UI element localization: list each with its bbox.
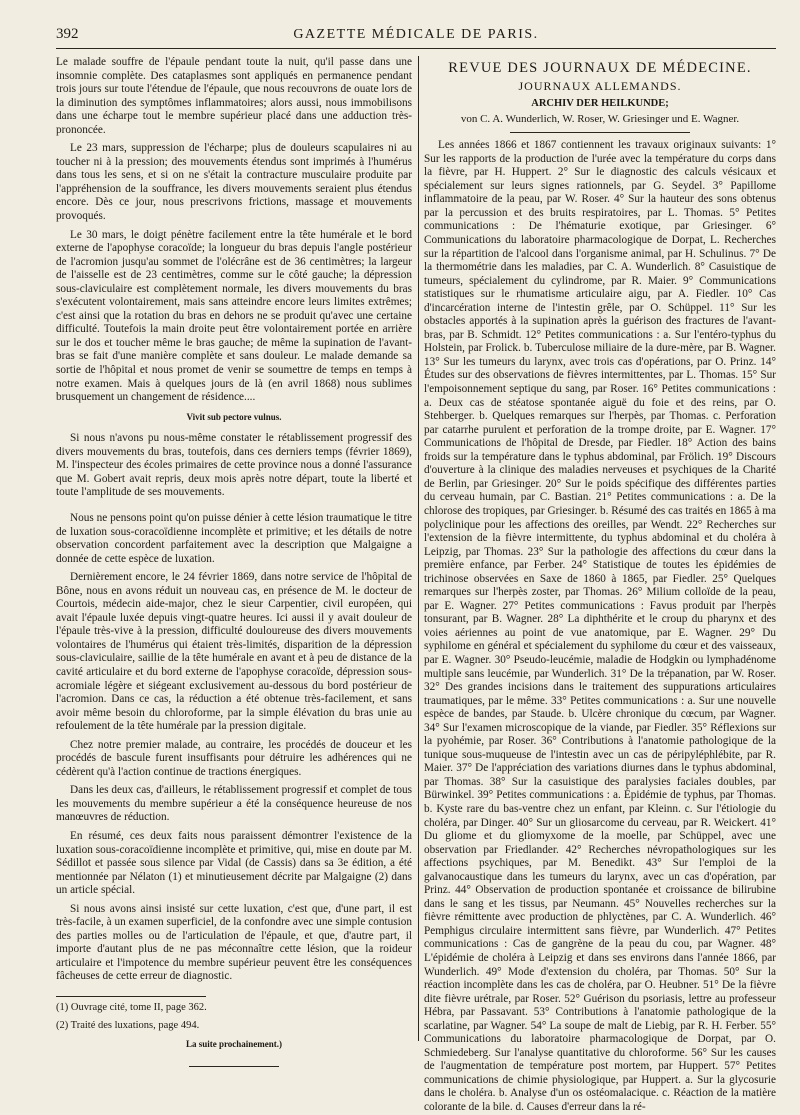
continued-note: La suite prochainement.) — [185, 1039, 283, 1049]
paragraph: Dernièrement encore, le 24 février 1869, dans notre service de l'hôpital de Bône, nous en avons réduit un nouveau cas, en présence de M. le docteur de Courtois, médecin aide-major, chez le sieur Carpentier, civil européen, qui avait l'épaule luxée depuis vingt-quatre heures. Ici aussi il y avait douleur de l'épaule très-vive à la pression, difficulté douloureuse des divers mouvements volontaires de l'humérus qui étaient très-limités, disparition de la dépression sous-claviculaire, saillie de la tête humérale en avant et à peu de distance de la cavité articulaire et du bord externe de l'apophyse coracoïde, dépression sous-acromiale légère et siégeant exclusivement au-dessous du bord postérieur de l'acromion. Dans ce cas, la réduction a été obtenue très-facilement, et sans avoir même besoin du chloroforme, par la simple élévation du bras unie au refoulement de la tête humérale par la pression digitale. — [56, 571, 412, 733]
left-column — [56, 56, 412, 1049]
section-subtitle: JOURNAUX ALLEMANDS. — [518, 78, 682, 93]
paragraph: Si nous avons ainsi insisté sur cette luxation, c'est que, d'une part, il est très-facile, à un examen superficiel, de la confondre avec une simple contusion des parties molles ou de l'articulation de l'épaule, et que, d'autre part, il importe d'autant plus de ne pas méconnaître cette lésion, que la roideur articulaire et l'impotence du membre supérieur peuvent être les conséquences fâcheuses de cette erreur de diagnostic. — [56, 902, 412, 983]
paragraph: Le 23 mars, suppression de l'écharpe; plus de douleurs scapulaires ni au toucher ni à la pression; des mouvements étendus sont imprimés à l'humérus dans tous les sens, et si on ne s'était la contracture musculaire produite par l'appréhension de la souffrance, les divers mouvements seraient plus étendus encore. Dès ce jour, nous prescrivons frictions, massage et mouvements provoqués. — [56, 142, 412, 223]
paragraph: Chez notre premier malade, au contraire, les procédés de douceur et les procédés de bascule furent insuffisants pour détruire les adhérences qui ne cédèrent qu'à l'action continue de tractions énergiques. — [56, 738, 412, 778]
footnote: (1) Ouvrage cité, tome II, page 362. — [56, 1002, 207, 1013]
latin-epigraph: Vivit sub pectore vulnus. — [186, 411, 282, 422]
right-column — [424, 56, 776, 1114]
footnote: (2) Traité des luxations, page 494. — [56, 1020, 200, 1031]
paragraph: Dans les deux cas, d'ailleurs, le rétablissement progressif et complet de tous les mouvements du membre supérieur a été la conséquence heureuse de nos manœuvres de réduction. — [56, 784, 412, 824]
end-rule — [189, 1066, 279, 1067]
journal-editors: von C. A. Wunderlich, W. Roser, W. Griesinger und E. Wagner. — [460, 112, 740, 125]
paragraph: Nous ne pensons point qu'on puisse dénier à cette lésion traumatique le titre de luxation sous-coracoïdienne incomplète et primitive; et les détails de notre observation concordent parfaitement avec la description que Malgaigne a donnée de cette espèce de luxation. — [56, 511, 412, 565]
running-title: GAZETTE MÉDICALE DE PARIS. — [293, 27, 539, 42]
section-title: REVUE DES JOURNAUX DE MÉDECINE. — [448, 60, 752, 76]
review-body: Les années 1866 et 1867 contiennent les travaux originaux suivants: 1° Sur les rapports de la production de l'urée avec la température du corps dans la fièvre, par H. Huppert. 2° Sur le diagnostic des calculs vésicaux et spécialement sur leurs signes rationnels, par G. Seydel. 3° Papillome inflammatoire de la peau, par W. Roser. 4° Sur la hauteur des sons obtenus par la percussion et des bruits respiratoires, par L. Thomas. 5° Petites communications : De l'hématurie exotique, par Griesinger. 6° Communications du laboratoire pharmacologique de Dorpat, L. Recherches sur la répartition de l'alcool dans l'organisme animal, par H. Schulinus. 7° De la thermométrie dans les maladies, par C. A. Wunderlich. 8° Casuistique de tumeurs, spécialement du cylindrome, par R. Maier. 9° Communications statistiques sur le rhumatisme articulaire aigu, par A. Fiedler. 10° Cas d'incarcération interne de l'intestin grêle, par O. Schüppel. 11° Sur les obstacles apportés à la supination après la guérison des fractures de l'avant-bras, par B. Schmidt. 12° Petites communications : a. Sur l'entéro-typhus du Holstein, par Frolick. b. Tuberculose miliaire de la dure-mère, par B. Wagner. 13° Sur les tumeurs du larynx, avec trois cas d'opérations, par O. Prinz. 14° Études sur des observations de fièvres intermittentes, par L. Thomas. 15° Sur l'empoisonnement septique du sang, par Roser. 16° Petites communications : a. Deux cas de stéatose spontanée aiguë du foie et des reins, par O. Stehberger. b. Quelques remarques sur l'herpès, par Thomas. c. Perforation par catarrhe purulent et perforation de la trompe droite, par E. Wagner. 17° Communications de l'hôpital de Dresde, par Fiedler. 18° Action des bains froids sur la température dans le typhus abdominal, par Frölich. 19° Discours d'ouverture à la clinique des maladies nerveuses et psychiques de la Charité de Berlin, par Griesinger. 20° Sur le poids spécifique des différentes parties du cerveau humain, par C. Bastian. 21° Petites communications : a. De la chlorose des tropiques, par Griesinger. b. Résumé des cas traités en 1865 à ma polyclinique pour les affections des oreilles, par Wendt. 22° Recherches sur l'extension de la fièvre intermittente, du typhus abdominal et du choléra à Leipzig, par Thomas. 23° Sur la pathologie des affections du cœur dans la première enfance, par Ferber. 24° Statistique de toutes les épidémies de trichinose observées en Saxe de 1860 à 1865, par Fiedler. 25° Quelques remarques sur l'herpès zoster, par Thomas. 26° Milium colloïde de la peau, par E. Wagner. 27° Petites communications : Favus produit par l'herpès tonsurant, par B. Wagner. 28° La diphthérite et le croup du pharynx et des voies aériennes au point de vue anatomique, par E. Wagner. 29° Du syphilome en général et spécialement du syphilome du cœur et des vaisseaux, par E. Wagner. 30° Pseudo-leucémie, maladie de Hodgkin ou lymphadénome multiple sans leucémie, par Wunderlich. 31° De la trépanation, par W. Roser. 32° Des grandes incisions dans le traitement des suppurations articulaires traumatiques, par le même. 33° Petites communications : a. Sur une nouvelle espèce de bandes, par Staude. b. Ulcère chronique du cœcum, par Wagner. 34° Sur l'examen microscopique de la viande, par Fiedler. 35° Réflexions sur la pyohémie, par Roser. 36° Contributions à l'anatomie pathologique de la tunique sous-muqueuse de l'intestin avec un cas de péripyléphlébite, par R. Maier. 37° De l'appréciation des variations diurnes dans le typhus abdominal, par Thomas. 38° Sur la casuistique des paralysies faciales doubles, par Bürwinkel. 39° Petites communications : a. Épidémie de typhus, par Thomas. b. Kyste rare du bas-ventre chez un enfant, par Kleinn. c. Sur l'étiologie du choléra, par Dinger. 40° Sur un gliosarcome du cerveau, par R. Weickert. 41° Du gliome et du gliomyxome de la moelle, par Schüppel, avec une observation par Friedlander. 42° Recherches névropathologiques sur les affections psychiques, par M. Benedikt. 43° Sur l'emploi de la galvanocaustique dans les tumeurs du larynx, avec un cas d'opération, par Prinz. 44° Observation de production spontanée et croissance de bilirubine dans le sang et les tissus, par Neumann. 45° Nouvelles recherches sur la fièvre rémittente avec production de phlyctènes, par C. A. Wunderlich. 46° Pemphigus circulaire intermittent sans fièvre, par Wunderlich. 47° Petites communications : Cas de gangrène de la peau du cou, par Wagner. 48° L'épidémie de choléra à Leipzig et dans ses environs dans l'année 1866, par Wunderlich. 49° Mode d'extension du choléra, par Thomas. 50° Sur la réaction incomplète dans les cas de choléra, par O. Heubner. 51° De la fièvre dite fièvre urétrale, par Roser. 52° Guérison du psoriasis, lettre au professeur Hébra, par Passavant. 53° Contributions à l'anatomie pathologique de la scarlatine, par Wagner. 54° La soupe de malt de Liebig, par R. H. Ferber. 55° Communications du laboratoire pharmacologique de Dorpat, par O. Schmiedeberg. Sur l'analyse quantitative du chloroforme. 56° Sur les causes de l'augmentation de température post mortem, par Huppert. 57° Petites communications de chimie physiologique, par Huppert. a. Sur la glycosurie dans le choléra. b. Analyse d'un os ostéomalacique. c. Réaction de la matière colorante de la bile. d. Causes d'erreur dans la ré- — [424, 139, 776, 1114]
paragraph: Le 30 mars, le doigt pénètre facilement entre la tête humérale et le bord externe de l'apophyse coracoïde; la longueur du bras depuis l'angle postérieur de l'acromion jusqu'au sommet de l'olécrâne est de 36 centimètres; la largeur de l'aisselle est de 23 centimètres, comme sur le côté gauche; la dépression sous-claviculaire est complètement normale, les divers mouvements du bras s'exécutent volontairement, mais sans atteindre encore leurs limites extrêmes; c'est ainsi que la rotation du bras en dehors ne se produit qu'avec une certaine difficulté. Toutefois la main droite peut être volontairement portée en arrière sur le dos et toucher même le bras gauche; de même la supination de l'avant-bras se fait d'une manière complète et sans douleur. Le malade demande sa sortie de l'hôpital et nous promet de venir se soumettre de temps en temps à notre examen. Mais à quelques jours de là (en avril 1868) nous sublimes brusquement un changement de résidence.... — [56, 228, 412, 404]
paragraph: Si nous n'avons pu nous-même constater le rétablissement progressif des divers mouvements du bras, toutefois, dans ces derniers temps (février 1869), M. l'inspecteur des écoles primaires de cette province nous a donné l'assurance que M. Gobert avait repris, deux mois après notre départ, toute la liberté et toute l'amplitude de ses mouvements. — [56, 432, 412, 499]
column-divider — [418, 56, 419, 1041]
journal-name: ARCHIV DER HEILKUNDE; — [531, 98, 669, 110]
section-rule — [510, 132, 690, 133]
page-number: 392 — [56, 26, 79, 42]
paragraph: En résumé, ces deux faits nous paraissent démontrer l'existence de la luxation sous-coracoïdienne incomplète et primitive, qui, mise en doute par M. Sédillot et passée sous silence par Vidal (de Cassis) dans sa 3e édition, a été mentionnée par Nélaton (1) et minutieusement décrite par Malgaigne (2) dans un article spécial. — [56, 829, 412, 897]
page-header — [56, 26, 776, 48]
header-rule — [56, 48, 776, 49]
paragraph: Le malade souffre de l'épaule pendant toute la nuit, qu'il passe dans une insomnie complète. Des cataplasmes sont appliqués en permanence pendant trois jours sur toute l'étendue de l'épaule, que nous recouvrons de ouate lors de la diminution des symptômes inflammatoires; alors aussi, nous immobilisons dans une écharpe tout le membre supérieur placé dans une adduction très-prononcée. — [56, 56, 412, 136]
